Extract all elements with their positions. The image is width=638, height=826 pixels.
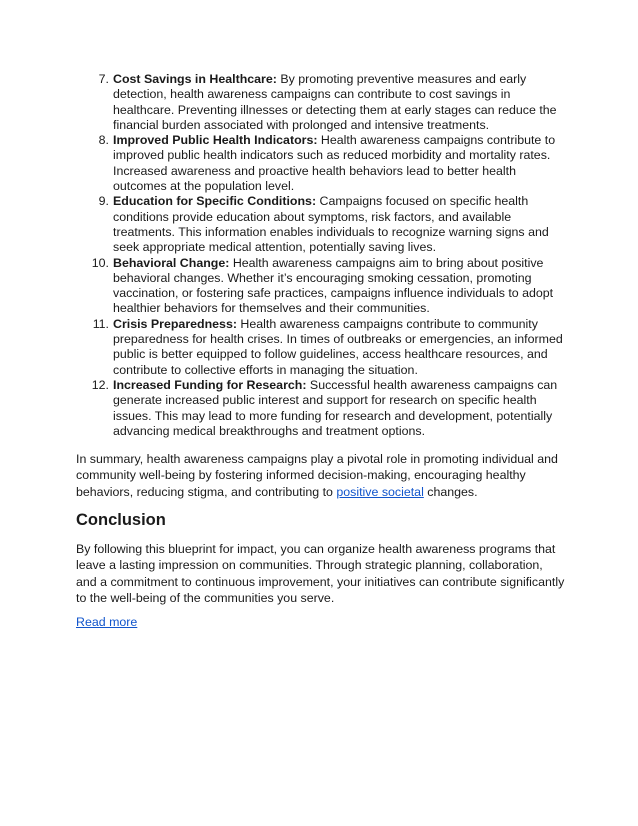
conclusion-heading: Conclusion xyxy=(76,511,166,529)
list-number: 7. xyxy=(98,72,109,86)
item-text: Successful health awareness campaigns can generate increased public interest and support for research on specific health issues. This may lead to more funding for research and development, potentially advancing medical breakthroughs and treatment options. xyxy=(113,377,558,438)
list-item xyxy=(76,378,566,439)
item-title: Cost Savings in Healthcare: xyxy=(113,72,277,86)
list-number: 9. xyxy=(98,194,109,209)
positive-societal-link[interactable]: positive societal xyxy=(336,484,424,499)
list-number: 8. xyxy=(98,133,109,148)
item-title: Increased Funding for Research: xyxy=(113,377,307,392)
list-item xyxy=(76,256,566,317)
item-text: Health awareness campaigns contribute to improved public health indicators such as reduced morbidity and mortality rates. Increased awareness and proactive health behaviors lead to better health outcomes at the population level. xyxy=(113,133,556,194)
summary-text-after: changes. xyxy=(423,484,478,499)
summary-text-before: In summary, health awareness campaigns play a pivotal role in promoting individual and community well-being by fostering informed decision-making, encouraging healthy behaviors, reducing stigma, and contributing to xyxy=(76,452,558,499)
read-more-link[interactable]: Read more xyxy=(76,615,138,629)
item-title: Behavioral Change: xyxy=(113,255,230,270)
read-more-paragraph xyxy=(76,614,137,630)
conclusion-paragraph: By following this blueprint for impact, you can organize health awareness programs that leave a lasting impression on communities. Through strategic planning, collaboration, and a commitment to continuous improvement, your initiatives can contribute significantly to the well-being of the communities you serve. xyxy=(76,542,565,606)
item-title: Improved Public Health Indicators: xyxy=(113,133,318,148)
list-item xyxy=(76,194,566,255)
item-title: Crisis Preparedness: xyxy=(113,316,237,331)
item-title: Education for Specific Conditions: xyxy=(113,194,317,209)
list-item xyxy=(76,72,566,133)
list-number: 11. xyxy=(92,316,109,331)
list-item xyxy=(76,317,566,378)
summary-paragraph xyxy=(76,451,566,500)
item-text: Campaigns focused on specific health conditions provide education about symptoms, risk factors, and available treatments. This information enables individuals to recognize warning signs and seek appropriate medical attention, potentially saving lives. xyxy=(113,194,549,255)
item-text: Health awareness campaigns aim to bring about positive behavioral changes. Whether it’s encouraging smoking cessation, promoting vaccination, or fostering safe practices, campaigns influence individuals to adopt healthier behaviors for themselves and their communities. xyxy=(113,255,554,316)
item-text: By promoting preventive measures and early detection, health awareness campaigns can contribute to cost savings in healthcare. Preventing illnesses or detecting them at early stages can reduce the financial burden associated with prolonged and intensive treatments. xyxy=(113,72,557,132)
list-item xyxy=(76,133,566,194)
list-number: 12. xyxy=(91,377,109,392)
list-number: 10. xyxy=(91,255,109,270)
benefits-list xyxy=(76,72,566,439)
item-text: Health awareness campaigns contribute to community preparedness for health crises. In times of outbreaks or emergencies, an informed public is better equipped to follow guidelines, access healthcare resources, and contribute to collective efforts in managing the situation. xyxy=(113,316,563,377)
